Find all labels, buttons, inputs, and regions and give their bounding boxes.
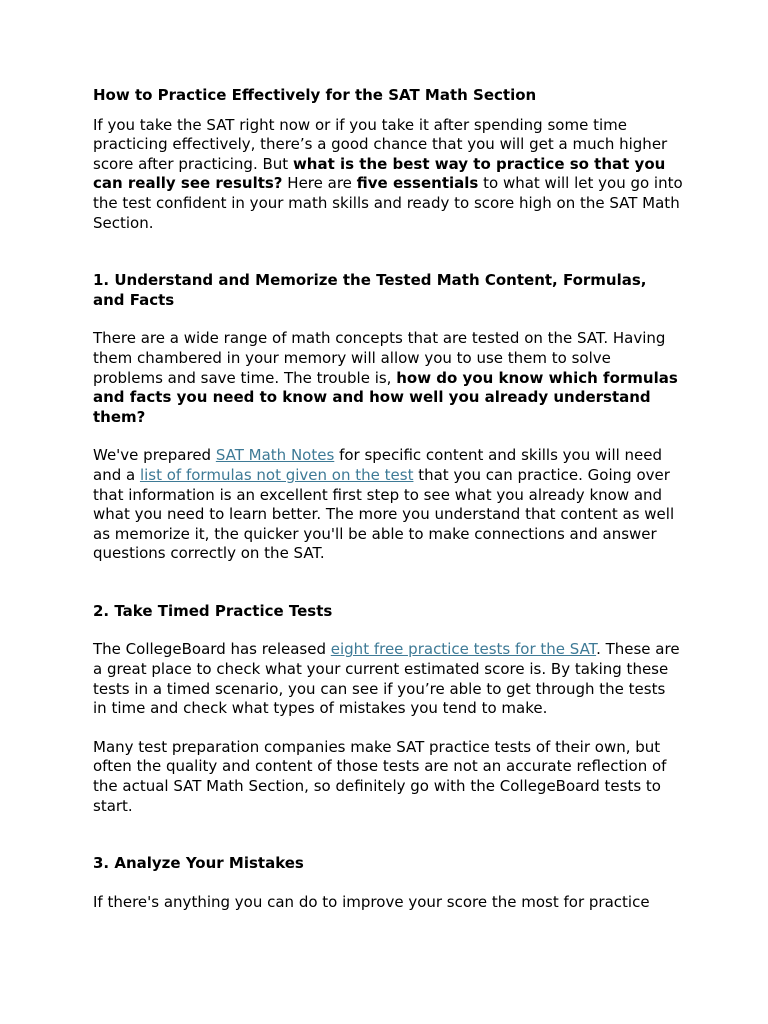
spacer (93, 564, 683, 602)
intro-text-3: to what will let you go into the test confident in your math skills and ready to score high on the SAT Math Section. (93, 174, 683, 232)
section-1-heading: 1. Understand and Memorize the Tested Math Content, Formulas, and Facts (93, 271, 647, 309)
section-3-heading: 3. Analyze Your Mistakes (93, 854, 304, 873)
intro-text-1: If you take the SAT right now or if you take it after spending some time practicing effectively, there’s a good chance that you will get a much higher score after practicing. But (93, 115, 668, 173)
spacer (93, 233, 683, 271)
spacer (93, 816, 683, 854)
spacer (93, 427, 683, 446)
section-1-paragraph-1 (93, 329, 683, 427)
s2p1-text-1: The CollegeBoard has released (93, 640, 331, 659)
formulas-list-link[interactable]: list of formulas not given on the test (139, 465, 414, 484)
spacer (93, 621, 683, 640)
sat-math-notes-link[interactable]: SAT Math Notes (215, 446, 335, 465)
section-2-paragraph-1 (93, 640, 683, 718)
s1p1-text-1: There are a wide range of math concepts that are tested on the SAT. Having them chambered in your memory will allow you to use them to solve problems and save time. The trouble is, (93, 329, 666, 387)
section-1-paragraph-2 (93, 446, 683, 564)
s1p1-bold-1: how do you know which formulas and facts you need to know and how well you already understand them? (93, 368, 678, 426)
spacer (93, 106, 683, 116)
spacer (93, 874, 683, 893)
document-title: How to Practice Effectively for the SAT Math Section (93, 86, 537, 104)
section-2-paragraph-2: Many test preparation companies make SAT practice tests of their own, but often the quality and content of those tests are not an accurate reflection of the actual SAT Math Section, so definitely go with the CollegeBoard tests to start. (93, 737, 667, 815)
document-page (93, 86, 683, 912)
section-3-paragraph-1: If there's anything you can do to improve your score the most for practice (93, 892, 650, 911)
section-2-heading: 2. Take Timed Practice Tests (93, 601, 333, 620)
s1p2-text-3: that you can practice. Going over that information is an excellent first step to see what you already know and what you need to learn better. The more you understand that content as well as memorize it, the quicker you'll be able to make connections and answer questions correctly on the SAT. (93, 465, 675, 563)
intro-paragraph (93, 116, 683, 234)
s1p2-text-2: for specific content and skills you will need and a (93, 446, 663, 484)
s2p1-text-2: . These are a great place to check what your current estimated score is. By taking these tests in a timed scenario, you can see if you’re able to get through the tests in time and check what types of mistakes you tend to make. (93, 640, 680, 718)
intro-bold-1: what is the best way to practice so that you can really see results? (93, 154, 666, 193)
s1p2-text-1: We've prepared (93, 446, 216, 465)
practice-tests-link[interactable]: eight free practice tests for the SAT (330, 640, 597, 659)
intro-bold-2: five essentials (356, 174, 479, 193)
intro-text-2: Here are (282, 174, 357, 193)
spacer (93, 719, 683, 738)
spacer (93, 310, 683, 329)
